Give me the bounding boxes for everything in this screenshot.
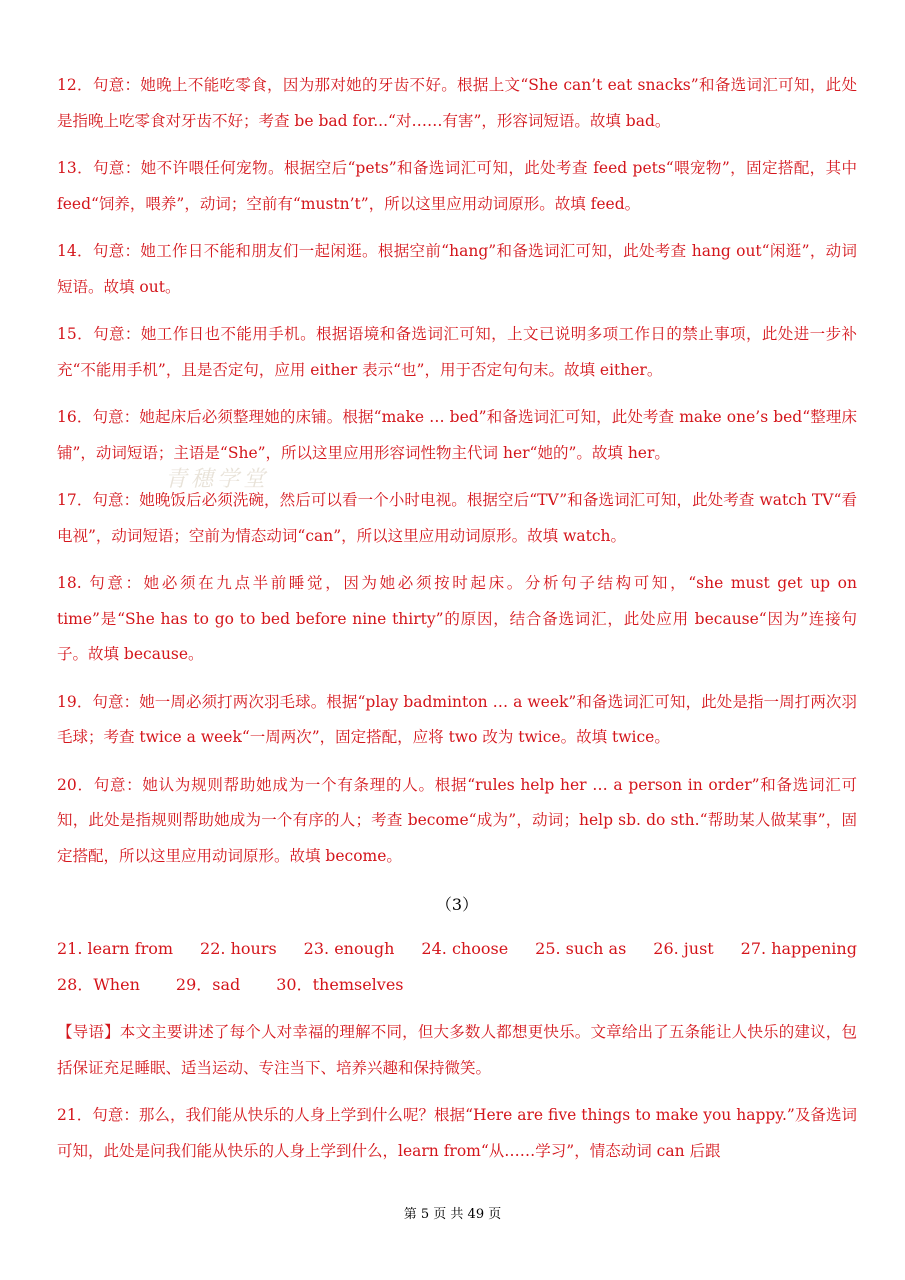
answer-24: 24. choose	[421, 939, 509, 958]
explanation-13: 13．句意：她不许喂任何宠物。根据空后“pets”和备选词汇可知，此处考查 feed pets“喂宠物”，固定搭配，其中 feed“饲养，喂养”，动词；空前有“mustn’t”，所以这里应用动词原形。故填 feed。	[57, 159, 857, 213]
answer-28: 28．When	[57, 975, 140, 994]
explanation-21: 21．句意：那么，我们能从快乐的人身上学到什么呢？根据“Here are five things to make you happy.”及备选词可知，此处是问我们能从快乐的人身上学到什么，learn from“从……学习”，情态动词 can 后跟	[57, 1106, 857, 1160]
explanation-16: 16．句意：她起床后必须整理她的床铺。根据“make … bed”和备选词汇可知，此处考查 make one’s bed“整理床铺”，动词短语；主语是“She”，所以这里应用形容词性物主代词 her“她的”。故填 her。	[57, 408, 857, 462]
answer-27: 27. happening	[740, 939, 857, 958]
explanation-17: 17．句意：她晚饭后必须洗碗，然后可以看一个小时电视。根据空后“TV”和备选词汇可知，此处考查 watch TV“看电视”，动词短语；空前为情态动词“can”，所以这里应用动词原形。故填 watch。	[57, 491, 857, 545]
guide-tag: 【导语】	[57, 1023, 120, 1041]
explanation-15: 15．句意：她工作日也不能用手机。根据语境和备选词汇可知，上文已说明多项工作日的禁止事项，此处进一步补充“不能用手机”，且是否定句，应用 either 表示“也”，用于否定句句末。故填 either。	[57, 325, 857, 379]
answer-23: 23. enough	[303, 939, 395, 958]
answer-30: 30．themselves	[276, 975, 404, 994]
guide-paragraph	[57, 1015, 857, 1086]
answer-25: 25. such as	[535, 939, 627, 958]
answer-21: 21. learn from	[57, 939, 174, 958]
explanation-20: 20．句意：她认为规则帮助她成为一个有条理的人。根据“rules help her … a person in order”和备选词汇可知，此处是指规则帮助她成为一个有序的人；考查 become“成为”，动词；help sb. do sth.“帮助某人做某事”，固定搭配，所以这里应用动词原形。故填 become。	[57, 775, 857, 865]
explanation-19: 19．句意：她一周必须打两次羽毛球。根据“play badminton … a week”和备选词汇可知，此处是指一周打两次羽毛球；考查 twice a week“一周两次”，固定搭配，应将 two 改为 twice。故填 twice。	[57, 692, 857, 746]
explanation-14: 14．句意：她工作日不能和朋友们一起闲逛。根据空前“hang”和备选词汇可知，此处考查 hang out“闲逛”，动词短语。故填 out。	[57, 242, 857, 296]
document-page	[57, 68, 857, 1181]
answer-29: 29．sad	[175, 975, 241, 994]
explanation-18: 18. 句意：她必须在九点半前睡觉，因为她必须按时起床。分析句子结构可知，“she must get up on time”是“She has to go to bed before nine thirty”的原因，结合备选词汇，此处应用 because“因为”连接句子。故填 because。	[57, 574, 857, 663]
watermark: 青穗学堂	[165, 467, 270, 492]
answer-26: 26. just	[653, 939, 714, 958]
answer-row-2	[57, 967, 857, 1003]
page-footer: 第 5 页 共 49 页	[403, 1207, 502, 1222]
section-label: （3）	[435, 895, 479, 914]
guide-text: 本文主要讲述了每个人对幸福的理解不同，但大多数人都想更快乐。文章给出了五条能让人快乐的建议，包括保证充足睡眠、适当运动、专注当下、培养兴趣和保持微笑。	[57, 1023, 857, 1077]
answer-22: 22. hours	[200, 939, 277, 958]
answer-row-1	[57, 931, 857, 967]
explanation-12: 12．句意：她晚上不能吃零食，因为那对她的牙齿不好。根据上文“She can’t eat snacks”和备选词汇可知，此处是指晚上吃零食对牙齿不好；考查 be bad for...“对……有害”，形容词短语。故填 bad。	[57, 76, 857, 130]
answer-key	[57, 931, 857, 1003]
